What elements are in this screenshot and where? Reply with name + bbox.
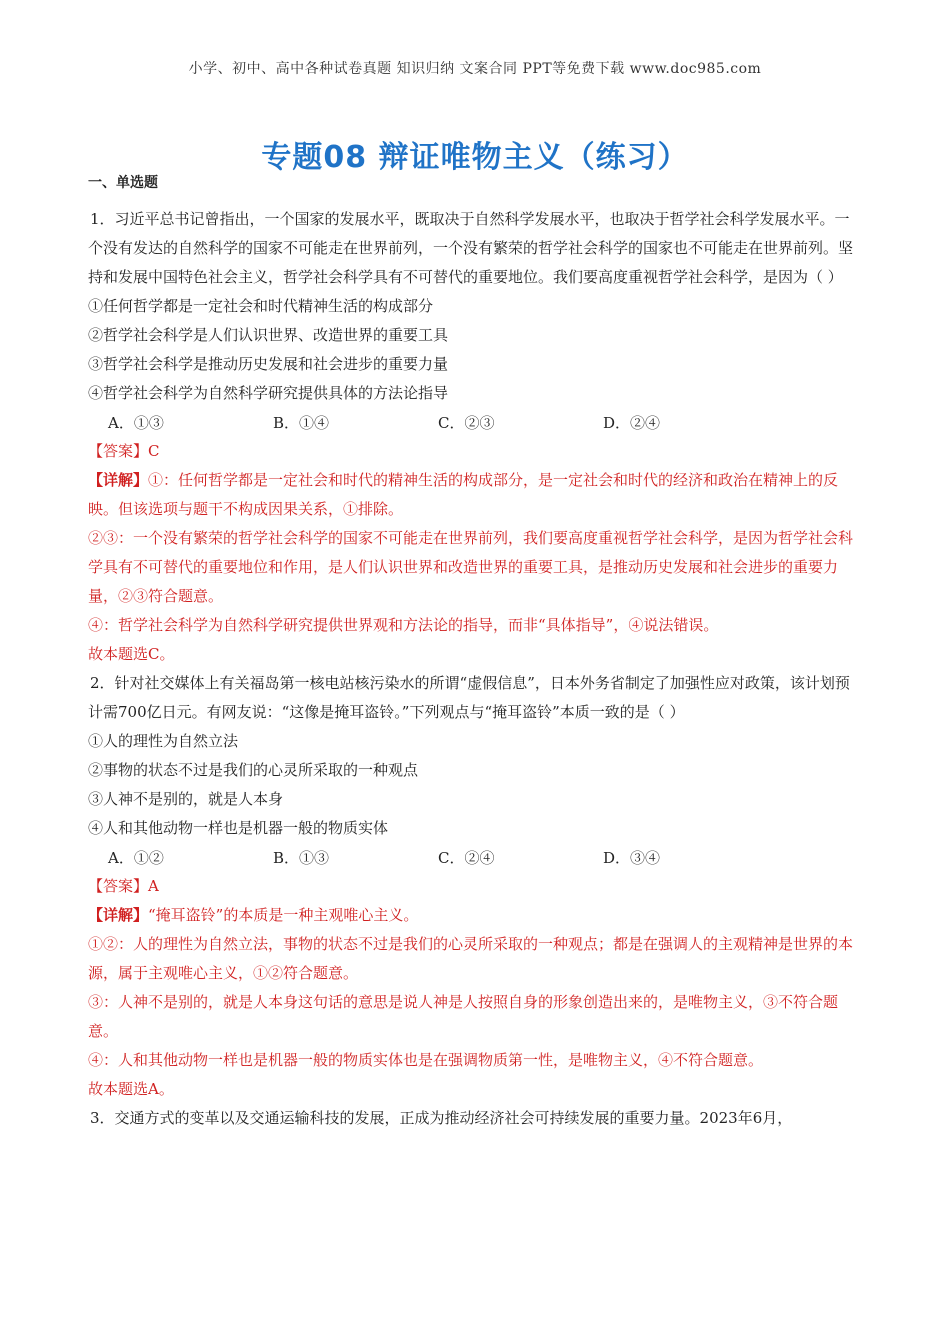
analysis-label: 【详解】 <box>88 906 149 924</box>
question-stem: 1．习近平总书记曾指出，一个国家的发展水平，既取决于自然科学发展水平，也取决于哲学社会科学发展水平。一个没有发达的自然科学的国家不可能走在世界前列，一个没有繁荣的哲学社会科学的国家也不可能走在世界前列。坚持和发展中国特色社会主义，哲学社会科学具有不可替代的重要地位。我们要高度重视哲学社会科学，是因为（ ） <box>88 210 854 286</box>
option-statement: ③人神不是别的，就是人本身 <box>88 790 284 808</box>
question-3-stem: 3．交通方式的变革以及交通运输科技的发展，正成为推动经济社会可持续发展的重要力量。2023年6月， <box>90 1109 793 1127</box>
document-body <box>88 172 858 1133</box>
page-title: 专题08 辩证唯物主义（练习） <box>261 140 689 175</box>
section-heading: 一、单选题 <box>88 175 158 191</box>
question-1 <box>88 205 858 669</box>
option-statement: ④哲学社会科学为自然科学研究提供具体的方法论指导 <box>88 384 449 402</box>
answer-line: 【答案】A <box>88 877 159 895</box>
option-statement: ①人的理性为自然立法 <box>88 732 239 750</box>
analysis-line: ②③：一个没有繁荣的哲学社会科学的国家不可能走在世界前列，我们要高度重视哲学社会科学，是因为哲学社会科学具有不可替代的重要地位和作用，是人们认识世界和改造世界的重要工具，是推动历史发展和社会进步的重要力量，②③符合题意。 <box>88 529 854 605</box>
option-statement: ①任何哲学都是一定社会和时代精神生活的构成部分 <box>88 297 434 315</box>
analysis-line: ③：人神不是别的，就是人本身这句话的意思是说人神是人按照自身的形象创造出来的，是唯物主义，③不符合题意。 <box>88 993 839 1040</box>
conclusion-line: 故本题选A。 <box>88 1080 174 1098</box>
answer-choices <box>108 409 858 437</box>
analysis-line <box>88 901 858 930</box>
analysis-line: ④：哲学社会科学为自然科学研究提供世界观和方法论的指导，而非“具体指导”，④说法错误。 <box>88 616 719 634</box>
analysis-text: ①：任何哲学都是一定社会和时代的精神生活的构成部分，是一定社会和时代的经济和政治在精神上的反映。但该选项与题干不构成因果关系，①排除。 <box>88 471 839 518</box>
choice-b: B．①③ <box>273 849 330 867</box>
option-statement: ③哲学社会科学是推动历史发展和社会进步的重要力量 <box>88 355 449 373</box>
choice-c: C．②③ <box>438 414 495 432</box>
page-header: 小学、初中、高中各种试卷真题 知识归纳 文案合同 PPT等免费下载 www.doc985.com <box>188 61 762 77</box>
choice-a: A．①② <box>108 849 164 867</box>
choice-d: D．②④ <box>603 414 661 432</box>
answer-choices <box>108 844 858 872</box>
question-stem: 2．针对社交媒体上有关福岛第一核电站核污染水的所谓“虚假信息”，日本外务省制定了加强性应对政策，该计划预计需700亿日元。有网友说：“这像是掩耳盗铃。”下列观点与“掩耳盗铃”本质一致的是（ ） <box>88 674 850 721</box>
analysis-label: 【详解】 <box>88 471 149 489</box>
analysis-line: ④：人和其他动物一样也是机器一般的物质实体也是在强调物质第一性，是唯物主义，④不符合题意。 <box>88 1051 764 1069</box>
choice-d: D．③④ <box>603 849 661 867</box>
analysis-line: ①②：人的理性为自然立法，事物的状态不过是我们的心灵所采取的一种观点；都是在强调人的主观精神是世界的本源，属于主观唯心主义，①②符合题意。 <box>88 935 854 982</box>
analysis-line <box>88 466 858 524</box>
answer-line: 【答案】C <box>88 442 160 460</box>
analysis-text: “掩耳盗铃”的本质是一种主观唯心主义。 <box>148 906 419 924</box>
option-statement: ②哲学社会科学是人们认识世界、改造世界的重要工具 <box>88 326 449 344</box>
option-statement: ②事物的状态不过是我们的心灵所采取的一种观点 <box>88 761 419 779</box>
question-2 <box>88 669 858 1104</box>
option-statement: ④人和其他动物一样也是机器一般的物质实体 <box>88 819 389 837</box>
choice-c: C．②④ <box>438 849 495 867</box>
conclusion-line: 故本题选C。 <box>88 645 175 663</box>
choice-b: B．①④ <box>273 414 330 432</box>
choice-a: A．①③ <box>108 414 164 432</box>
